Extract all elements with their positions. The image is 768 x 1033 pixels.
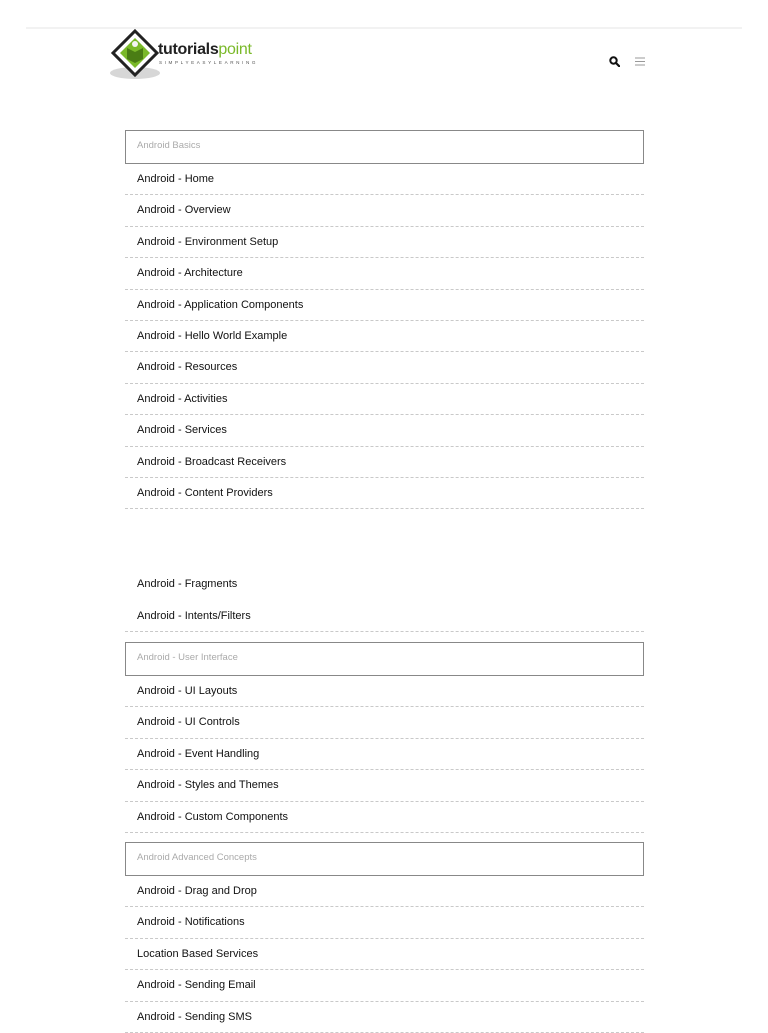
menu-item-ui-controls[interactable]: Android - UI Controls [125, 707, 644, 738]
menu-item-android-overview[interactable]: Android - Overview [125, 195, 644, 226]
menu-item-architecture[interactable]: Android - Architecture [125, 258, 644, 289]
section-header-android-basics: Android Basics [125, 130, 644, 164]
logo-word-main: tutorials [158, 41, 219, 58]
logo-tagline: SIMPLYEASYLEARNING [159, 60, 259, 65]
menu-item-content-providers[interactable]: Android - Content Providers [125, 478, 644, 509]
hamburger-menu-icon[interactable] [635, 57, 645, 66]
section-header-advanced-concepts: Android Advanced Concepts [125, 842, 644, 876]
menu-item-broadcast-receivers[interactable]: Android - Broadcast Receivers [125, 447, 644, 478]
menu-item-sending-sms[interactable]: Android - Sending SMS [125, 1002, 644, 1033]
menu-item-resources[interactable]: Android - Resources [125, 352, 644, 383]
menu-item-location-based-services[interactable]: Location Based Services [125, 939, 644, 970]
menu-item-event-handling[interactable]: Android - Event Handling [125, 739, 644, 770]
menu-item-fragments[interactable]: Android - Fragments [137, 578, 238, 591]
logo-wordmark [158, 41, 252, 59]
logo-word-accent: point [218, 41, 252, 58]
menu-item-styles-and-themes[interactable]: Android - Styles and Themes [125, 770, 644, 801]
section-gap [125, 833, 644, 842]
section-header-user-interface: Android - User Interface [125, 642, 644, 676]
section-gap [125, 632, 644, 642]
menu-item-android-home[interactable]: Android - Home [125, 164, 644, 195]
menu-item-intents-filters[interactable]: Android - Intents/Filters [125, 601, 644, 632]
menu-item-ui-layouts[interactable]: Android - UI Layouts [125, 676, 644, 707]
menu-item-application-components[interactable]: Android - Application Components [125, 290, 644, 321]
tutorial-sidebar [125, 130, 644, 1033]
tutorialspoint-logo[interactable] [110, 29, 290, 81]
menu-item-hello-world-example[interactable]: Android - Hello World Example [125, 321, 644, 352]
menu-item-environment-setup[interactable]: Android - Environment Setup [125, 227, 644, 258]
menu-item-notifications[interactable]: Android - Notifications [125, 907, 644, 938]
ad-space [125, 509, 644, 569]
menu-item-services[interactable]: Android - Services [125, 415, 644, 446]
search-icon[interactable] [609, 56, 620, 67]
menu-item-sending-email[interactable]: Android - Sending Email [125, 970, 644, 1001]
menu-item-drag-and-drop[interactable]: Android - Drag and Drop [125, 876, 644, 907]
menu-item-activities[interactable]: Android - Activities [125, 384, 644, 415]
menu-item-custom-components[interactable]: Android - Custom Components [125, 802, 644, 833]
